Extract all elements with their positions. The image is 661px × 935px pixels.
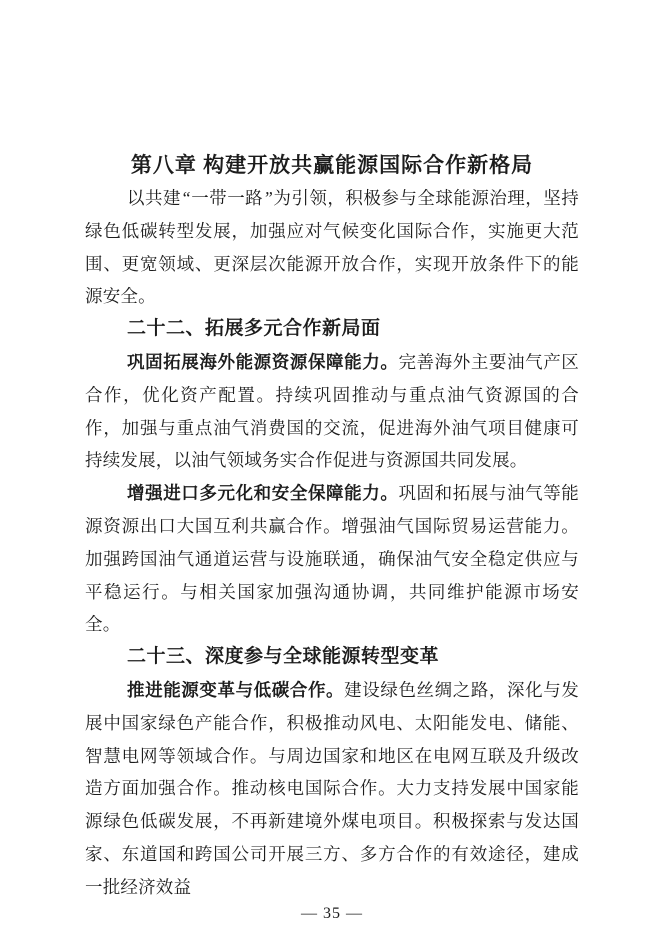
section-heading-23: 二十三、深度参与全球能源转型变革 (127, 646, 440, 668)
paragraph-overseas-energy (85, 346, 579, 477)
paragraph-energy-transition (85, 674, 579, 904)
paragraph-import-diversification (85, 477, 579, 641)
paragraph-lead: 推进能源变革与低碳合作。 (127, 679, 345, 700)
paragraph-lead: 增强进口多元化和安全保障能力。 (127, 483, 399, 504)
paragraph-body: 完善海外主要油气产区合作，优化资产配置。持续巩固推动与重点油气资源国的合作，加强与重点油气消费国的交流，促进海外油气项目健康可持续发展，以油气领域务实合作促进与资源国共同发展。 (85, 351, 579, 471)
page-content (85, 150, 579, 924)
section-heading-22: 二十二、拓展多元合作新局面 (127, 318, 381, 340)
page-number: — 35 — (301, 904, 363, 922)
intro-paragraph: 以共建“一带一路”为引领，积极参与全球能源治理，坚持绿色低碳转型发展，加强应对气候变化国际合作，实施更大范围、更宽领域、更深层次能源开放合作，实现开放条件下的能源安全。 (85, 188, 579, 307)
paragraph-body: 建设绿色丝绸之路，深化与发展中国家绿色产能合作，积极推动风电、太阳能发电、储能、智慧电网等领域合作。与周边国家和地区在电网互联及升级改造方面加强合作。推动核电国际合作。大力支持发展中国家能源绿色低碳发展，不再新建境外煤电项目。积极探索与发达国家、东道国和跨国公司开展三方、多方合作的有效途径，建成一批经济效益 (85, 679, 579, 897)
paragraph-body: 巩固和拓展与油气等能源资源出口大国互利共赢合作。增强油气国际贸易运营能力。加强跨国油气通道运营与设施联通，确保油气安全稳定供应与平稳运行。与相关国家加强沟通协调，共同维护能源市场安全。 (85, 483, 579, 635)
chapter-title: 第八章 构建开放共赢能源国际合作新格局 (130, 153, 534, 177)
paragraph-lead: 巩固拓展海外能源资源保障能力。 (127, 351, 399, 372)
